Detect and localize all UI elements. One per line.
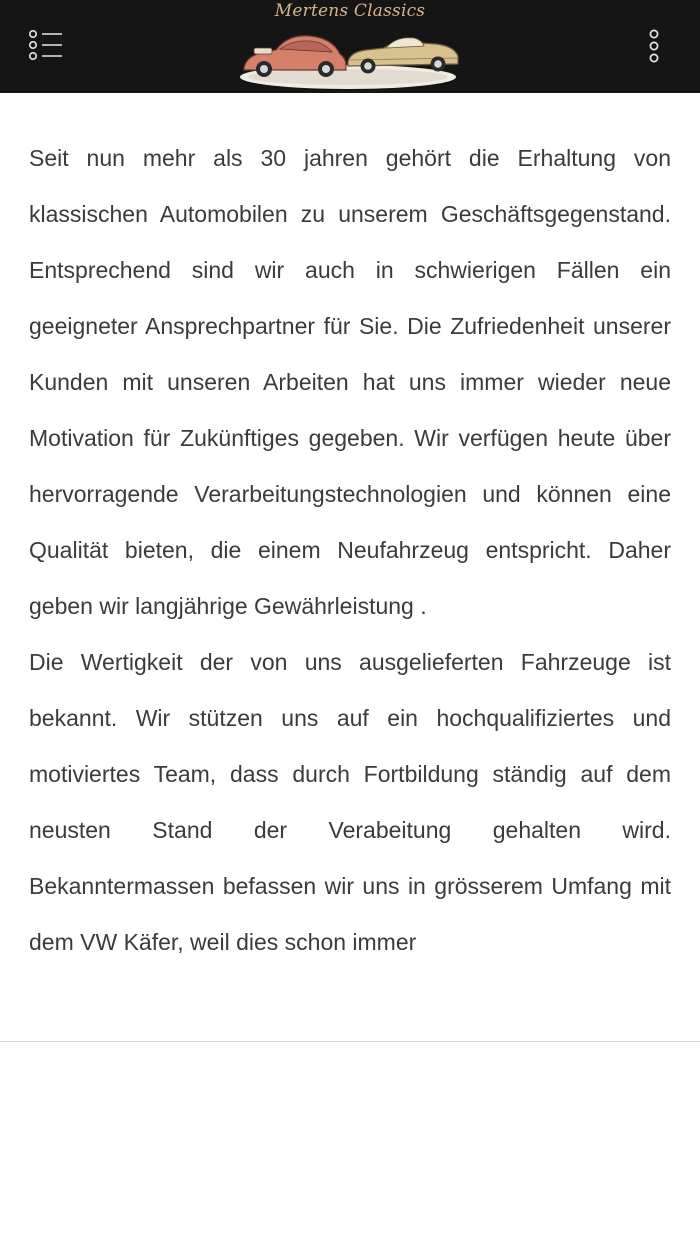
classic-cars-logo-icon bbox=[236, 20, 464, 92]
menu-list-icon bbox=[22, 26, 68, 66]
intro-paragraph: Seit nun mehr als 30 jahren gehört die Erhaltung von klassischen Automobilen zu unserem Geschäftsgegenstand. Entsprechend sind wir auch in schwierigen Fällen ein geeigneter Ansprechpartner für Sie. Die Zufriedenheit unserer Kunden mit unseren Arbeiten hat uns immer wieder neue Motivation für Zukünftiges gegeben. Wir verfügen heute über hervorragende Verarbeitungstechnologien und können eine Qualität bieten, die einem Neufahrzeug entspricht. Daher geben wir langjährige Gewährleistung . bbox=[29, 145, 671, 619]
more-options-button[interactable] bbox=[640, 26, 668, 66]
logo-title: Mertens Classics bbox=[274, 1, 426, 21]
article-body bbox=[29, 130, 671, 1028]
site-logo[interactable] bbox=[236, 0, 464, 93]
menu-button[interactable] bbox=[22, 26, 68, 66]
top-app-bar bbox=[0, 0, 700, 93]
team-paragraph: Die Wertigkeit der von uns ausgelieferten Fahrzeuge ist bekannt. Wir stützen uns auf ein hochqualifiziertes und motiviertes Team, dass durch Fortbildung ständig auf dem neusten Stand der Verabeitung gehalten wird. Bekanntermassen befassen wir uns in grösserem Umfang mit dem VW Käfer, weil dies schon immer bbox=[29, 649, 671, 955]
vertical-dots-icon bbox=[640, 26, 668, 66]
content-divider bbox=[0, 1041, 700, 1042]
